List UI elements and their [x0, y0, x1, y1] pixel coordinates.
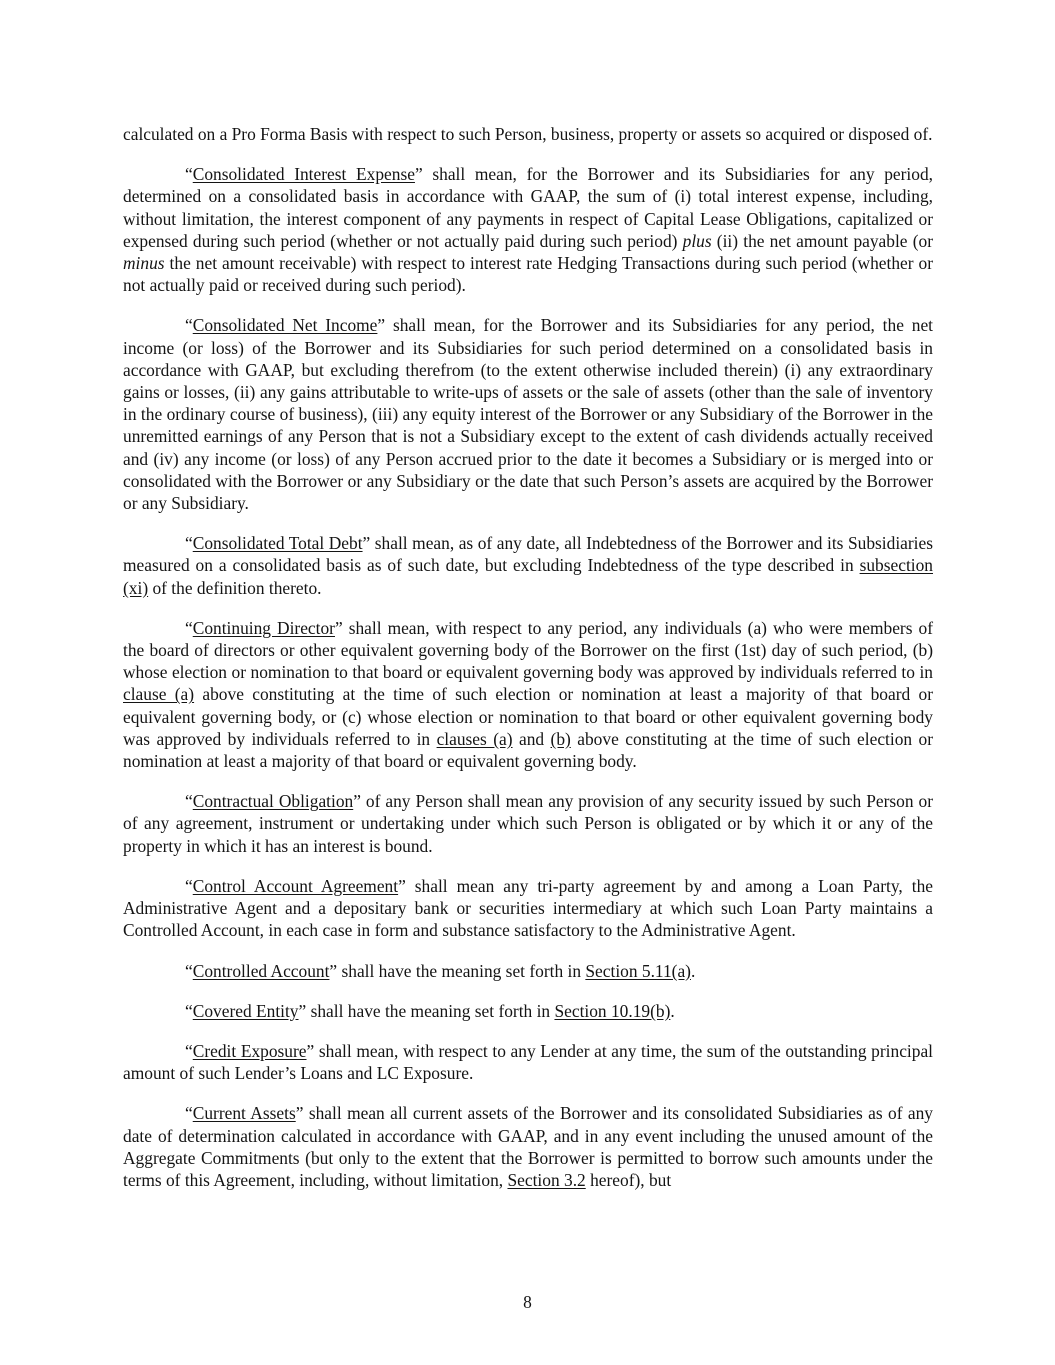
text-run: ” shall have the meaning set forth in	[329, 960, 586, 981]
cross-reference: (b)	[550, 728, 571, 749]
paragraph-credit-exposure	[123, 1040, 933, 1084]
text-run: ” of any Person shall mean any provision of any security issued by such Person or of any agreement, instrument or undertaking under which such Person is obligated or by which it or any of the property in which it has an interest is bound.	[123, 791, 933, 856]
paragraph-covered-entity	[123, 1000, 933, 1022]
text-run: “	[185, 533, 193, 554]
text-run: ” shall mean, for the Borrower and its Subsidiaries for any period, determined on a consolidated basis in accordance with GAAP, the sum of (i) total interest expense, including, without limitation, the interest component of any payments in respect of Capital Lease Obligations, capitalized or expensed during such period (whether or not actually paid during such period)	[123, 164, 933, 251]
paragraph-consolidated-net-income	[123, 314, 933, 514]
italic-term: plus	[682, 230, 712, 251]
text-run: ” shall mean, with respect to any period, any individuals (a) who were members of the board of directors or other equivalent governing body of the Borrower on the first (1st) day of such period, (b) whose election or nomination to that board or equivalent governing body was approved by individuals referred to in	[123, 617, 933, 683]
defined-term: Covered Entity	[192, 1000, 299, 1021]
text-run: ” shall mean all current assets of the Borrower and its consolidated Subsidiaries as of any date of determination calculated in accordance with GAAP, and in any event including the unused amount of the Aggregate Commitments (but only to the extent that the Borrower is permitted to borrow such amounts under the terms of this Agreement, including, without limitation,	[123, 1103, 933, 1190]
page-number: 8	[523, 1292, 532, 1312]
defined-term: Consolidated Total Debt	[192, 533, 363, 554]
paragraph-continuing-director	[123, 617, 933, 772]
defined-term: Continuing Director	[192, 617, 335, 638]
text-run: “	[185, 791, 193, 812]
paragraph-pro-forma-continuation	[123, 123, 933, 145]
defined-term: Controlled Account	[192, 960, 330, 981]
text-run: above constituting at the time of such election or nomination at least a majority of that board or equivalent governing body.	[123, 728, 934, 772]
text-run: “	[185, 1000, 193, 1021]
text-run: “	[185, 1103, 193, 1124]
cross-reference: clause (a)	[123, 684, 195, 705]
italic-term: minus	[123, 253, 165, 274]
text-run: .	[670, 1000, 675, 1021]
paragraph-consolidated-total-debt	[123, 532, 933, 599]
document-body	[123, 123, 933, 1191]
text-run: ” shall mean, for the Borrower and its Subsidiaries for any period, the net income (or loss) of the Borrower and its Subsidiaries for such period determined on a consolidated basis in accordance with GAAP, but excluding therefrom (to the extent otherwise included therein) (i) any extraordinary gains or losses, (ii) any gains attributable to write-ups of assets or the sale of assets (other than the sale of inventory in the ordinary course of business), (iii) any equity interest of the Borrower or any Subsidiary of the Borrower in the unremitted earnings of any Person that is not a Subsidiary except to the extent of cash dividends actually received and (iv) any income (or loss) of any Person accrued prior to the date it becomes a Subsidiary or is merged into or consolidated with the Borrower or any Subsidiary or the date that such Person’s assets are acquired by the Borrower or any Subsidiary.	[123, 315, 933, 514]
text-run: calculated on a Pro Forma Basis with respect to such Person, business, property or assets so acquired or disposed of.	[123, 124, 933, 144]
cross-reference: Section 5.11(a)	[585, 960, 691, 981]
text-run: “	[185, 1040, 193, 1061]
text-run: the net amount receivable) with respect to interest rate Hedging Transactions during such period (whether or not actually paid or received during such period).	[123, 253, 933, 296]
text-run: ” shall mean, with respect to any Lender at any time, the sum of the outstanding principal amount of such Lender’s Loans and LC Exposure.	[123, 1040, 933, 1084]
paragraph-controlled-account	[123, 960, 933, 982]
cross-reference: subsection (xi)	[123, 555, 933, 598]
defined-term: Contractual Obligation	[192, 791, 354, 812]
text-run: .	[690, 960, 696, 981]
text-run: above constituting at the time of such election or nomination at least a majority of that board or equivalent governing body, or (c) whose election or nomination to that board or other equivalent governing body was approved by individuals referred to in	[123, 684, 933, 749]
text-run: “	[185, 617, 193, 638]
defined-term: Consolidated Interest Expense	[192, 164, 415, 185]
text-run: and	[512, 728, 551, 749]
defined-term: Credit Exposure	[192, 1040, 307, 1061]
text-run: (ii) the net amount payable (or	[711, 230, 933, 251]
text-run: of the definition thereto.	[148, 577, 322, 598]
text-run: “	[185, 960, 193, 981]
text-run: ” shall mean, as of any date, all Indebtedness of the Borrower and its Subsidiaries measured on a consolidated basis as of such date, but excluding Indebtedness of the type described in	[123, 533, 933, 576]
paragraph-control-account-agreement	[123, 875, 933, 942]
paragraph-current-assets	[123, 1102, 933, 1191]
paragraph-contractual-obligation	[123, 790, 933, 857]
paragraph-consolidated-interest-expense	[123, 163, 933, 296]
cross-reference: clauses (a)	[436, 728, 513, 749]
text-run: ” shall mean any tri-party agreement by and among a Loan Party, the Administrative Agent and a depositary bank or securities intermediary at which such Loan Party maintains a Controlled Account, in each case in form and substance satisfactory to the Administrative Agent.	[123, 875, 934, 941]
text-run: “	[185, 315, 193, 336]
defined-term: Current Assets	[192, 1103, 296, 1124]
defined-term: Consolidated Net Income	[192, 315, 378, 336]
cross-reference: Section 10.19(b)	[554, 1000, 671, 1021]
defined-term: Control Account Agreement	[192, 875, 399, 896]
text-run: ” shall have the meaning set forth in	[298, 1000, 555, 1021]
text-run: “	[185, 875, 193, 896]
cross-reference: Section 3.2	[507, 1169, 586, 1190]
text-run: hereof), but	[585, 1169, 672, 1190]
text-run: “	[185, 164, 193, 185]
